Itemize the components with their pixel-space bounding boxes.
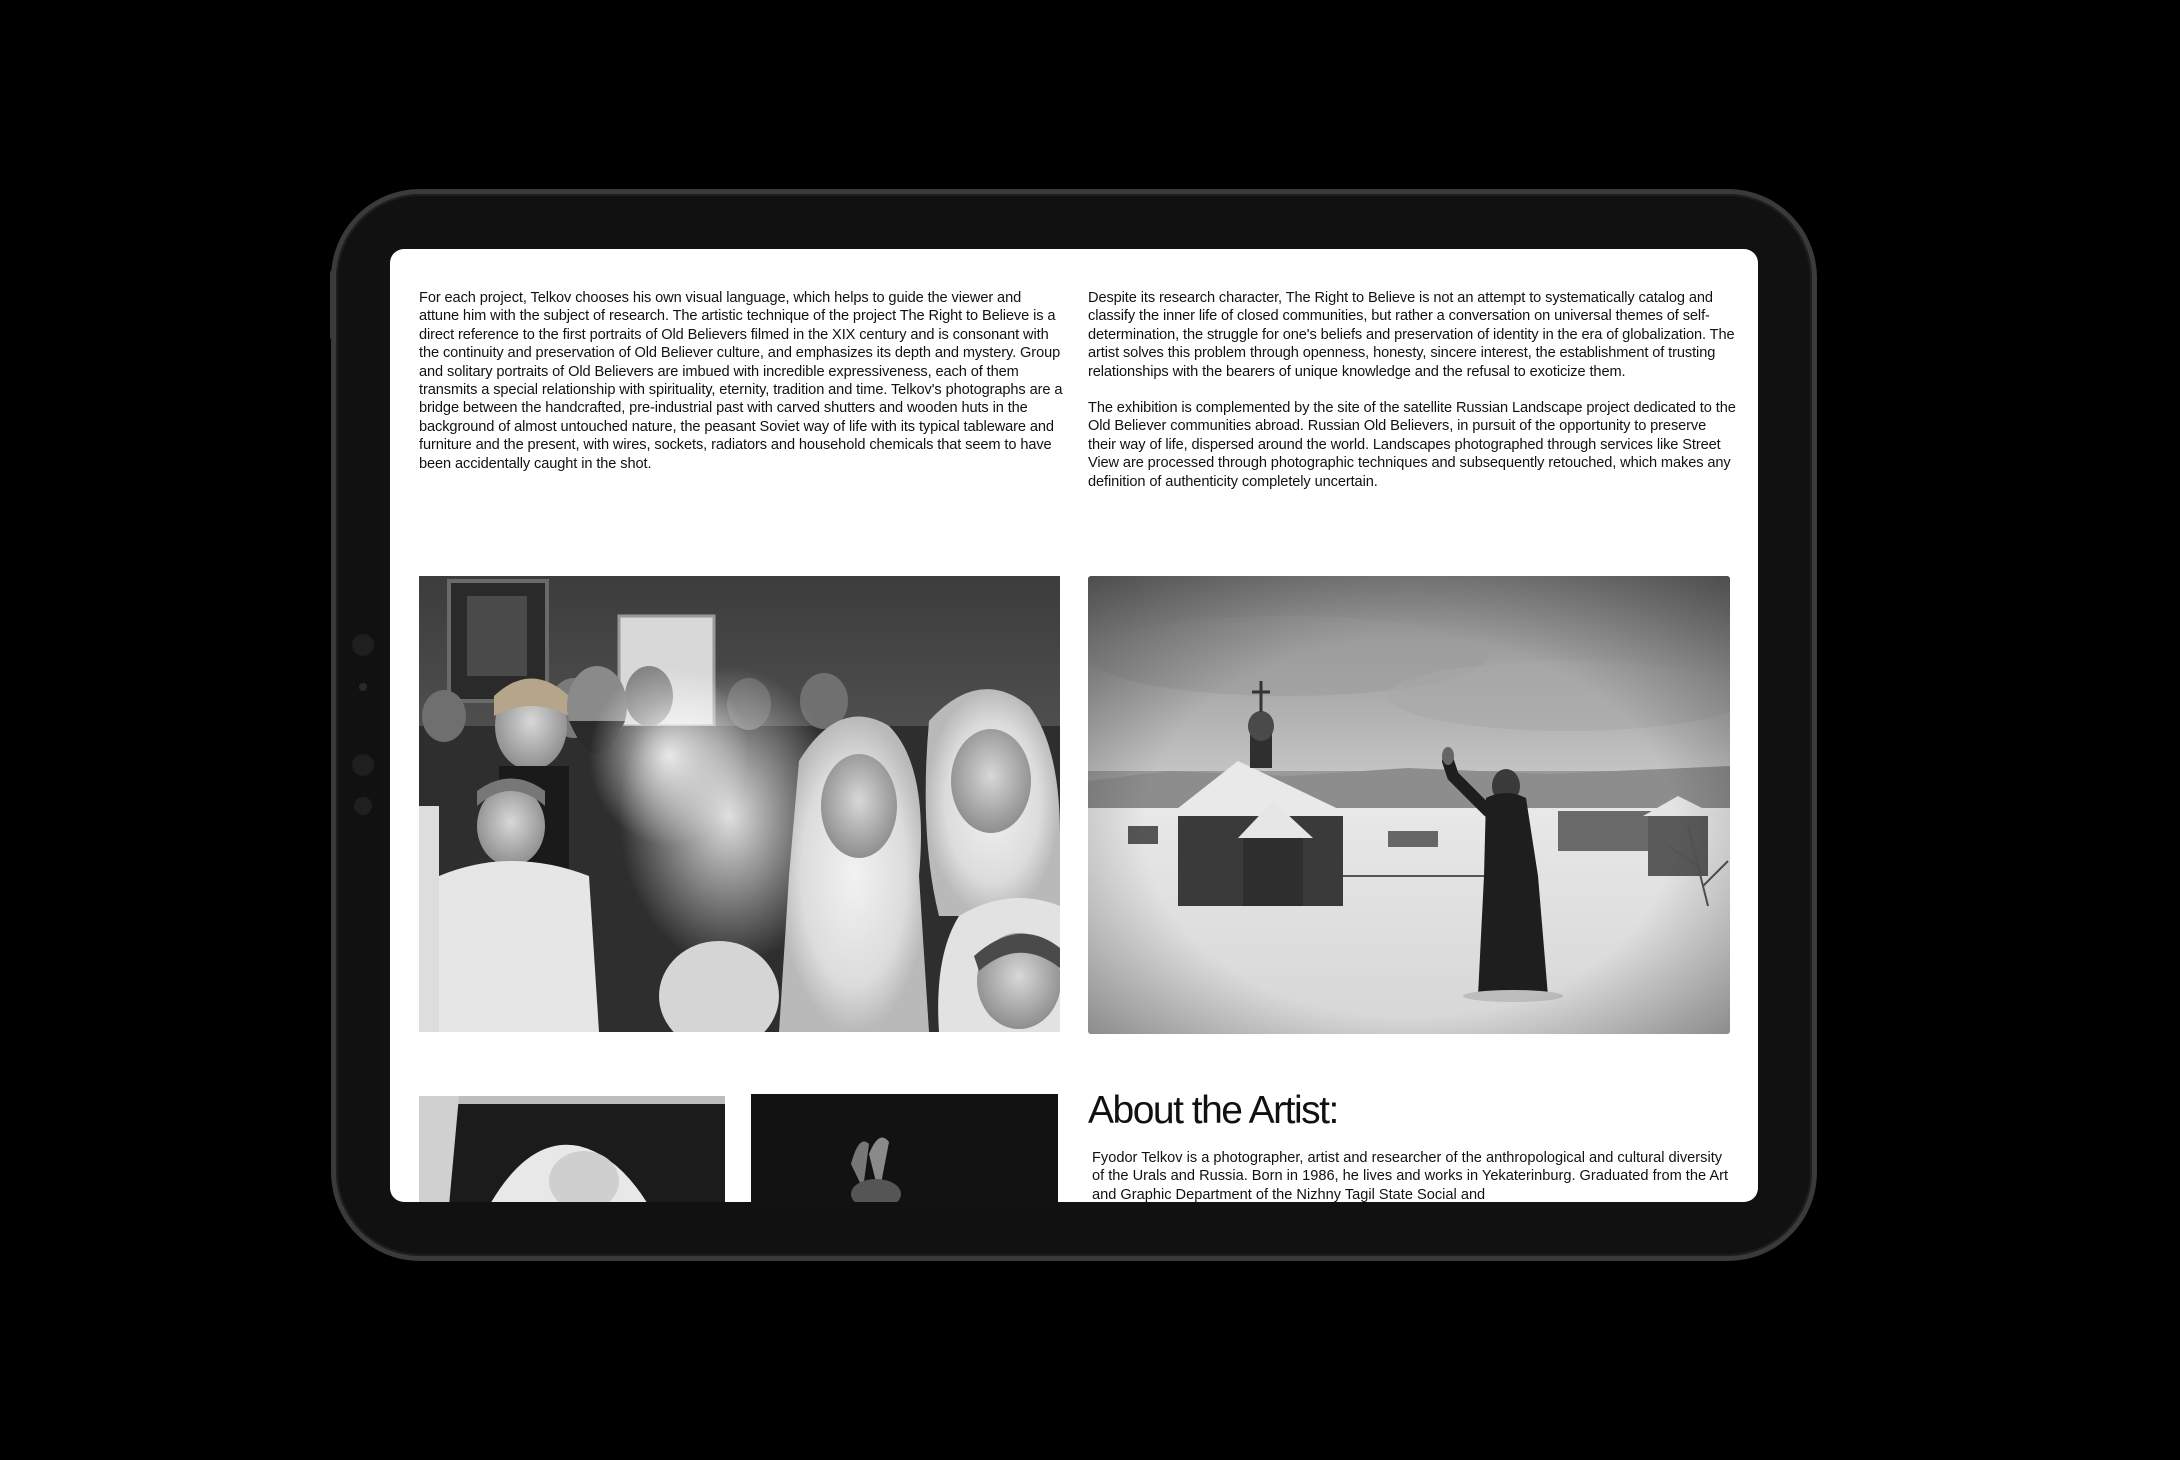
about-artist-text: Fyodor Telkov is a photographer, artist and researcher of the anthropological and cultural diversity of the Urals and Russia. Born in 1986, he lives and works in Yekaterinburg. Graduated from the Art and Graphic Department of the Nizhny Tagil State Social and: [1092, 1150, 1728, 1202]
intro-left-column: [419, 289, 1064, 491]
winter-chapel-photo: [1088, 576, 1730, 1034]
tablet-sensor-dot: [359, 683, 367, 691]
tablet-camera-dot-3: [354, 797, 372, 815]
tablet-camera-dot-2: [352, 754, 374, 776]
tablet-camera-dot: [352, 634, 374, 656]
intro-left-paragraph: For each project, Telkov chooses his own visual language, which helps to guide the viewer and attune him with the subject of research. The artistic technique of the project The Right to Believe is a direct reference to the first portraits of Old Believers filmed in the XIX century and is consonant with the continuity and preservation of Old Believer culture, and emphasizes its depth and mystery. Group and solitary portraits of Old Believers are imbued with incredible expressiveness, each of them transmits a special relationship with spirituality, eternity, tradition and time. Telkov's photographs are a bridge between the handcrafted, pre-industrial past with carved shutters and wooden huts in the background of almost untouched nature, the peasant Soviet way of life with its typical tableware and furniture and the present, with wires, sockets, radiators and household chemicals that seem to have been accidentally caught in the shot.: [419, 290, 1063, 472]
winter-chapel-photo-graphic: [1088, 576, 1730, 1034]
intro-right-paragraph-2: The exhibition is complemented by the site of the satellite Russian Landscape project dedicated to the Old Believer communities abroad. Russian Old Believers, in pursuit of the opportunity to preserve their way of life, dispersed around the world. Landscapes photographed through services like Street View are processed through photographic techniques and subsequently retouched, which makes any definition of authenticity completely uncertain.: [1088, 400, 1736, 490]
about-artist-heading: About the Artist:: [1088, 1089, 1338, 1132]
tablet-side-button: [330, 270, 336, 340]
portrait-thumbnail-2-graphic: [751, 1094, 1058, 1202]
church-service-photo: [419, 576, 1060, 1032]
tablet-screen[interactable]: [390, 249, 1758, 1202]
portrait-thumbnail-1: [419, 1096, 725, 1202]
church-service-photo-graphic: [419, 576, 1060, 1032]
intro-right-column: [1088, 289, 1736, 509]
intro-right-paragraph-1: Despite its research character, The Right to Believe is not an attempt to systematically catalog and classify the inner life of closed communities, but rather a conversation on universal themes of self-determination, the struggle for one's beliefs and preservation of identity in the era of globalization. The artist solves this problem through openness, honesty, sincere interest, the establishment of trusting relationships with the bearers of unique knowledge and the refusal to exoticize them.: [1088, 290, 1735, 380]
portrait-thumbnail-2: [751, 1094, 1058, 1202]
portrait-thumbnail-1-graphic: [419, 1096, 725, 1202]
